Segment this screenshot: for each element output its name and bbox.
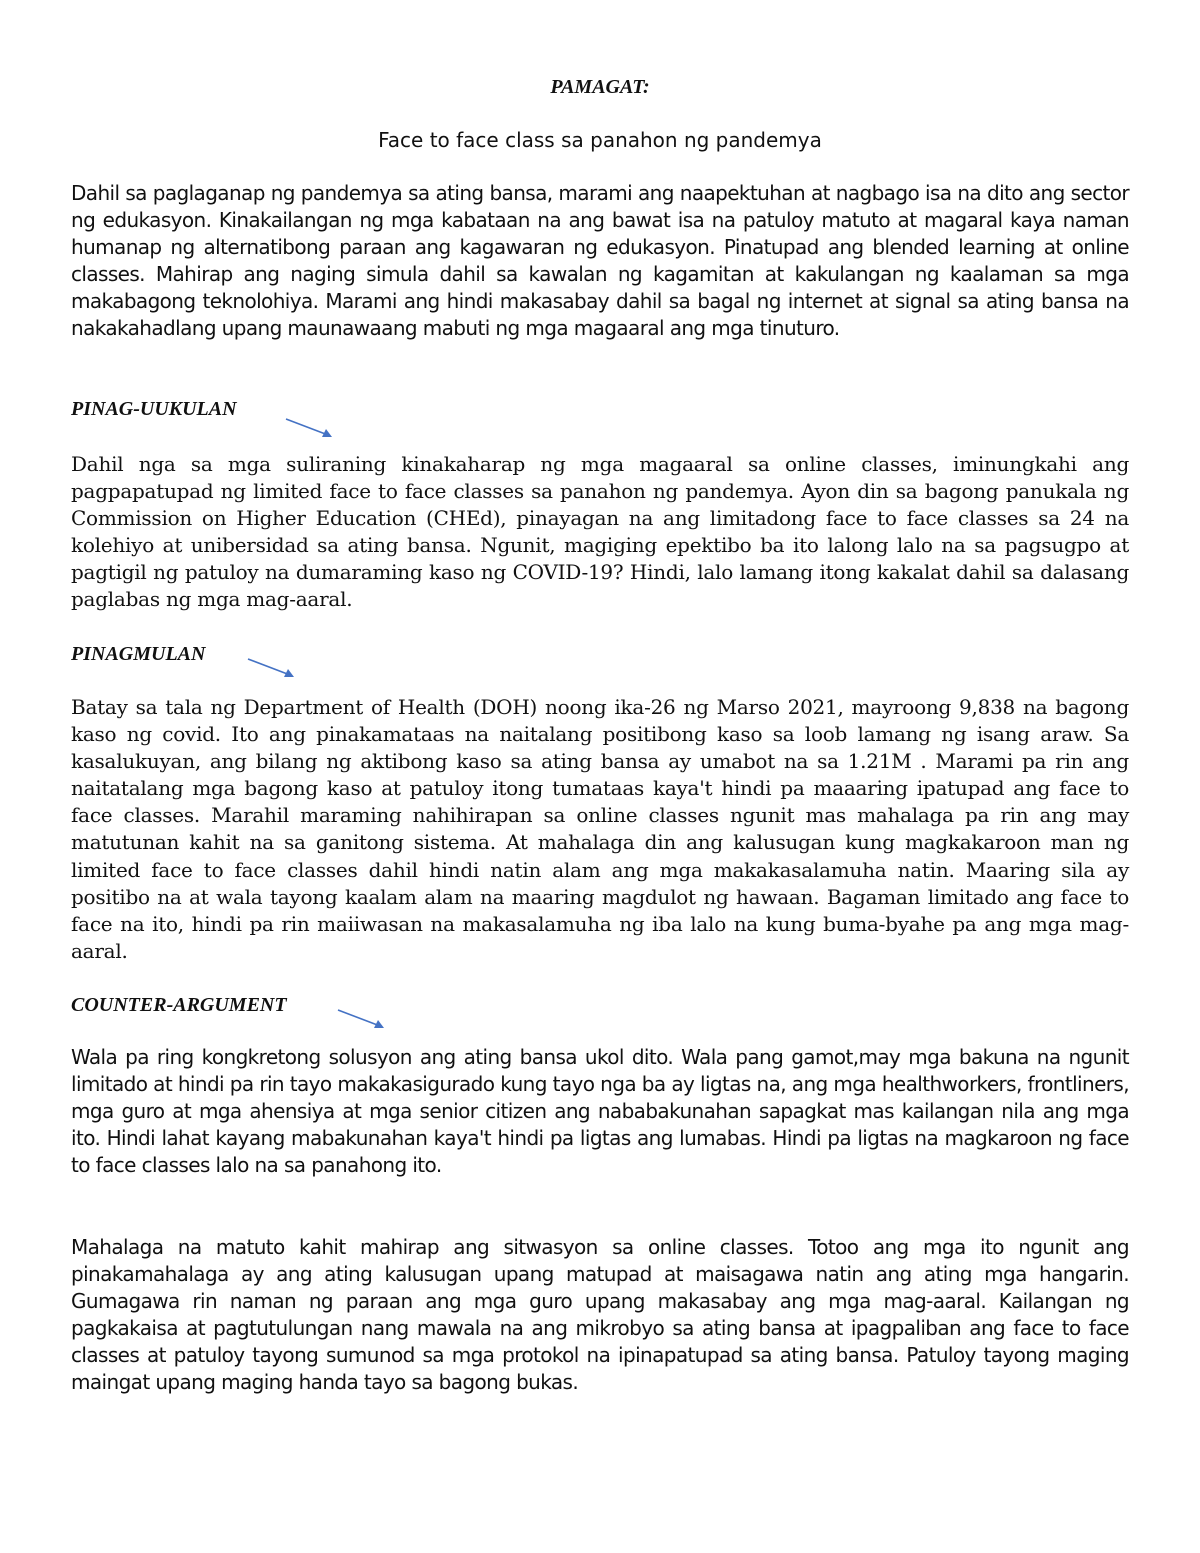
section-heading-counter-argument: COUNTER-ARGUMENT [71, 994, 287, 1016]
section-heading-pinagmulan: PINAGMULAN [71, 643, 206, 665]
section-body-pinagmulan: Batay sa tala ng Department of Health (DOH) noong ika-26 ng Marso 2021, mayroong 9,838 na bagong kaso ng covid. Ito ang pinakamataas na naitalang positibong kaso sa loob lamang ng isang araw. Sa kasalukuyan, ang bilang ng aktibong kaso sa ating bansa ay umabot na sa 1.21M . Marami pa rin ang naitatalang mga bagong kaso at patuloy itong tumataas kaya't hindi pa maaaring ipatupad ang face to face classes. Marahil maraming nahihirapan sa online classes ngunit mas mahalaga pa rin ang may matutunan kahit na sa ganitong sistema. At mahalaga din ang kalusugan kung magkakaroon man ng limited face to face classes dahil hindi natin alam ang mga makakasalamuha natin. Maaring sila ay positibo na at wala tayong kaalam alam na maaring magdulot ng hawaan. Bagaman limitado ang face to face na ito, hindi pa rin maiiwasan na makasalamuha ng iba lalo na kung buma-byahe pa ang mga mag-aaral. [71, 695, 1129, 963]
arrow-right-down-icon [246, 655, 306, 681]
intro-paragraph: Dahil sa paglaganap ng pandemya sa ating bansa, marami ang naapektuhan at nagbago isa na dito ang sector ng edukasyon. Kinakailangan ng mga kabataan na ang bawat isa na patuloy matuto at magaral kaya naman humanap ng alternatibong paraan ang kagawaran ng edukasyon. Pinatupad ang blended learning at online classes. Mahirap ang naging simula dahil sa kawalan ng kagamitan at kakulangan ng kaalaman sa mga makabagong teknolohiya. Marami ang hindi makasabay dahil sa bagal ng internet at signal sa ating bansa na nakakahadlang upang maunawaang mabuti ng mga magaaral ang mga tinuturo. [71, 181, 1129, 341]
arrow-right-down-icon [284, 415, 344, 441]
conclusion-paragraph: Mahalaga na matuto kahit mahirap ang sitwasyon sa online classes. Totoo ang mga ito ngunit ang pinakamahalaga ay ang ating kalusugan upang matupad at maisagawa natin ang ating mga hangarin. Gumagawa rin naman ng paraan ang mga guro upang makasabay ang mga mag-aaral. Kailangan ng pagkakaisa at pagtutulungan nang mawala na ang mikrobyo sa ating bansa at ipagpaliban ang face to face classes at patuloy tayong sumunod sa mga protokol na ipinapatupad sa ating bansa. Patuloy tayong maging maingat upang maging handa tayo sa bagong bukas. [71, 1235, 1129, 1395]
section-body-pinag-uukulan: Dahil nga sa mga suliraning kinakaharap ng mga magaaral sa online classes, iminungkahi ang pagpapatupad ng limited face to face classes sa panahon ng pandemya. Ayon din sa bagong panukala ng Commission on Higher Education (CHEd), pinayagan na ang limitadong face to face classes sa 24 na kolehiyo at unibersidad sa ating bansa. Ngunit, magiging epektibo ba ito lalong lalo na sa pagsugpo at pagtigil ng patuloy na dumaraming kaso ng COVID-19? Hindi, lalo lamang itong kakalat dahil sa dalasang paglabas ng mga mag-aaral. [71, 452, 1129, 612]
section-body-counter-argument: Wala pa ring kongkretong solusyon ang ating bansa ukol dito. Wala pang gamot,may mga bakuna na ngunit limitado at hindi pa rin tayo makakasigurado kung tayo nga ba ay ligtas na, ang mga healthworkers, frontliners, mga guro at mga ahensiya at mga senior citizen ang nababakunahan sapagkat mas kailangan nila ang mga ito. Hindi lahat kayang mabakunahan kaya't hindi pa ligtas ang lumabas. Hindi pa ligtas na magkaroon ng face to face classes lalo na sa panahong ito. [71, 1045, 1129, 1178]
document-label: PAMAGAT: [550, 76, 650, 98]
document-title: Face to face class sa panahon ng pandemya [378, 128, 822, 152]
section-heading-pinag-uukulan: PINAG-UUKULAN [71, 398, 237, 420]
arrow-right-down-icon [336, 1006, 396, 1032]
